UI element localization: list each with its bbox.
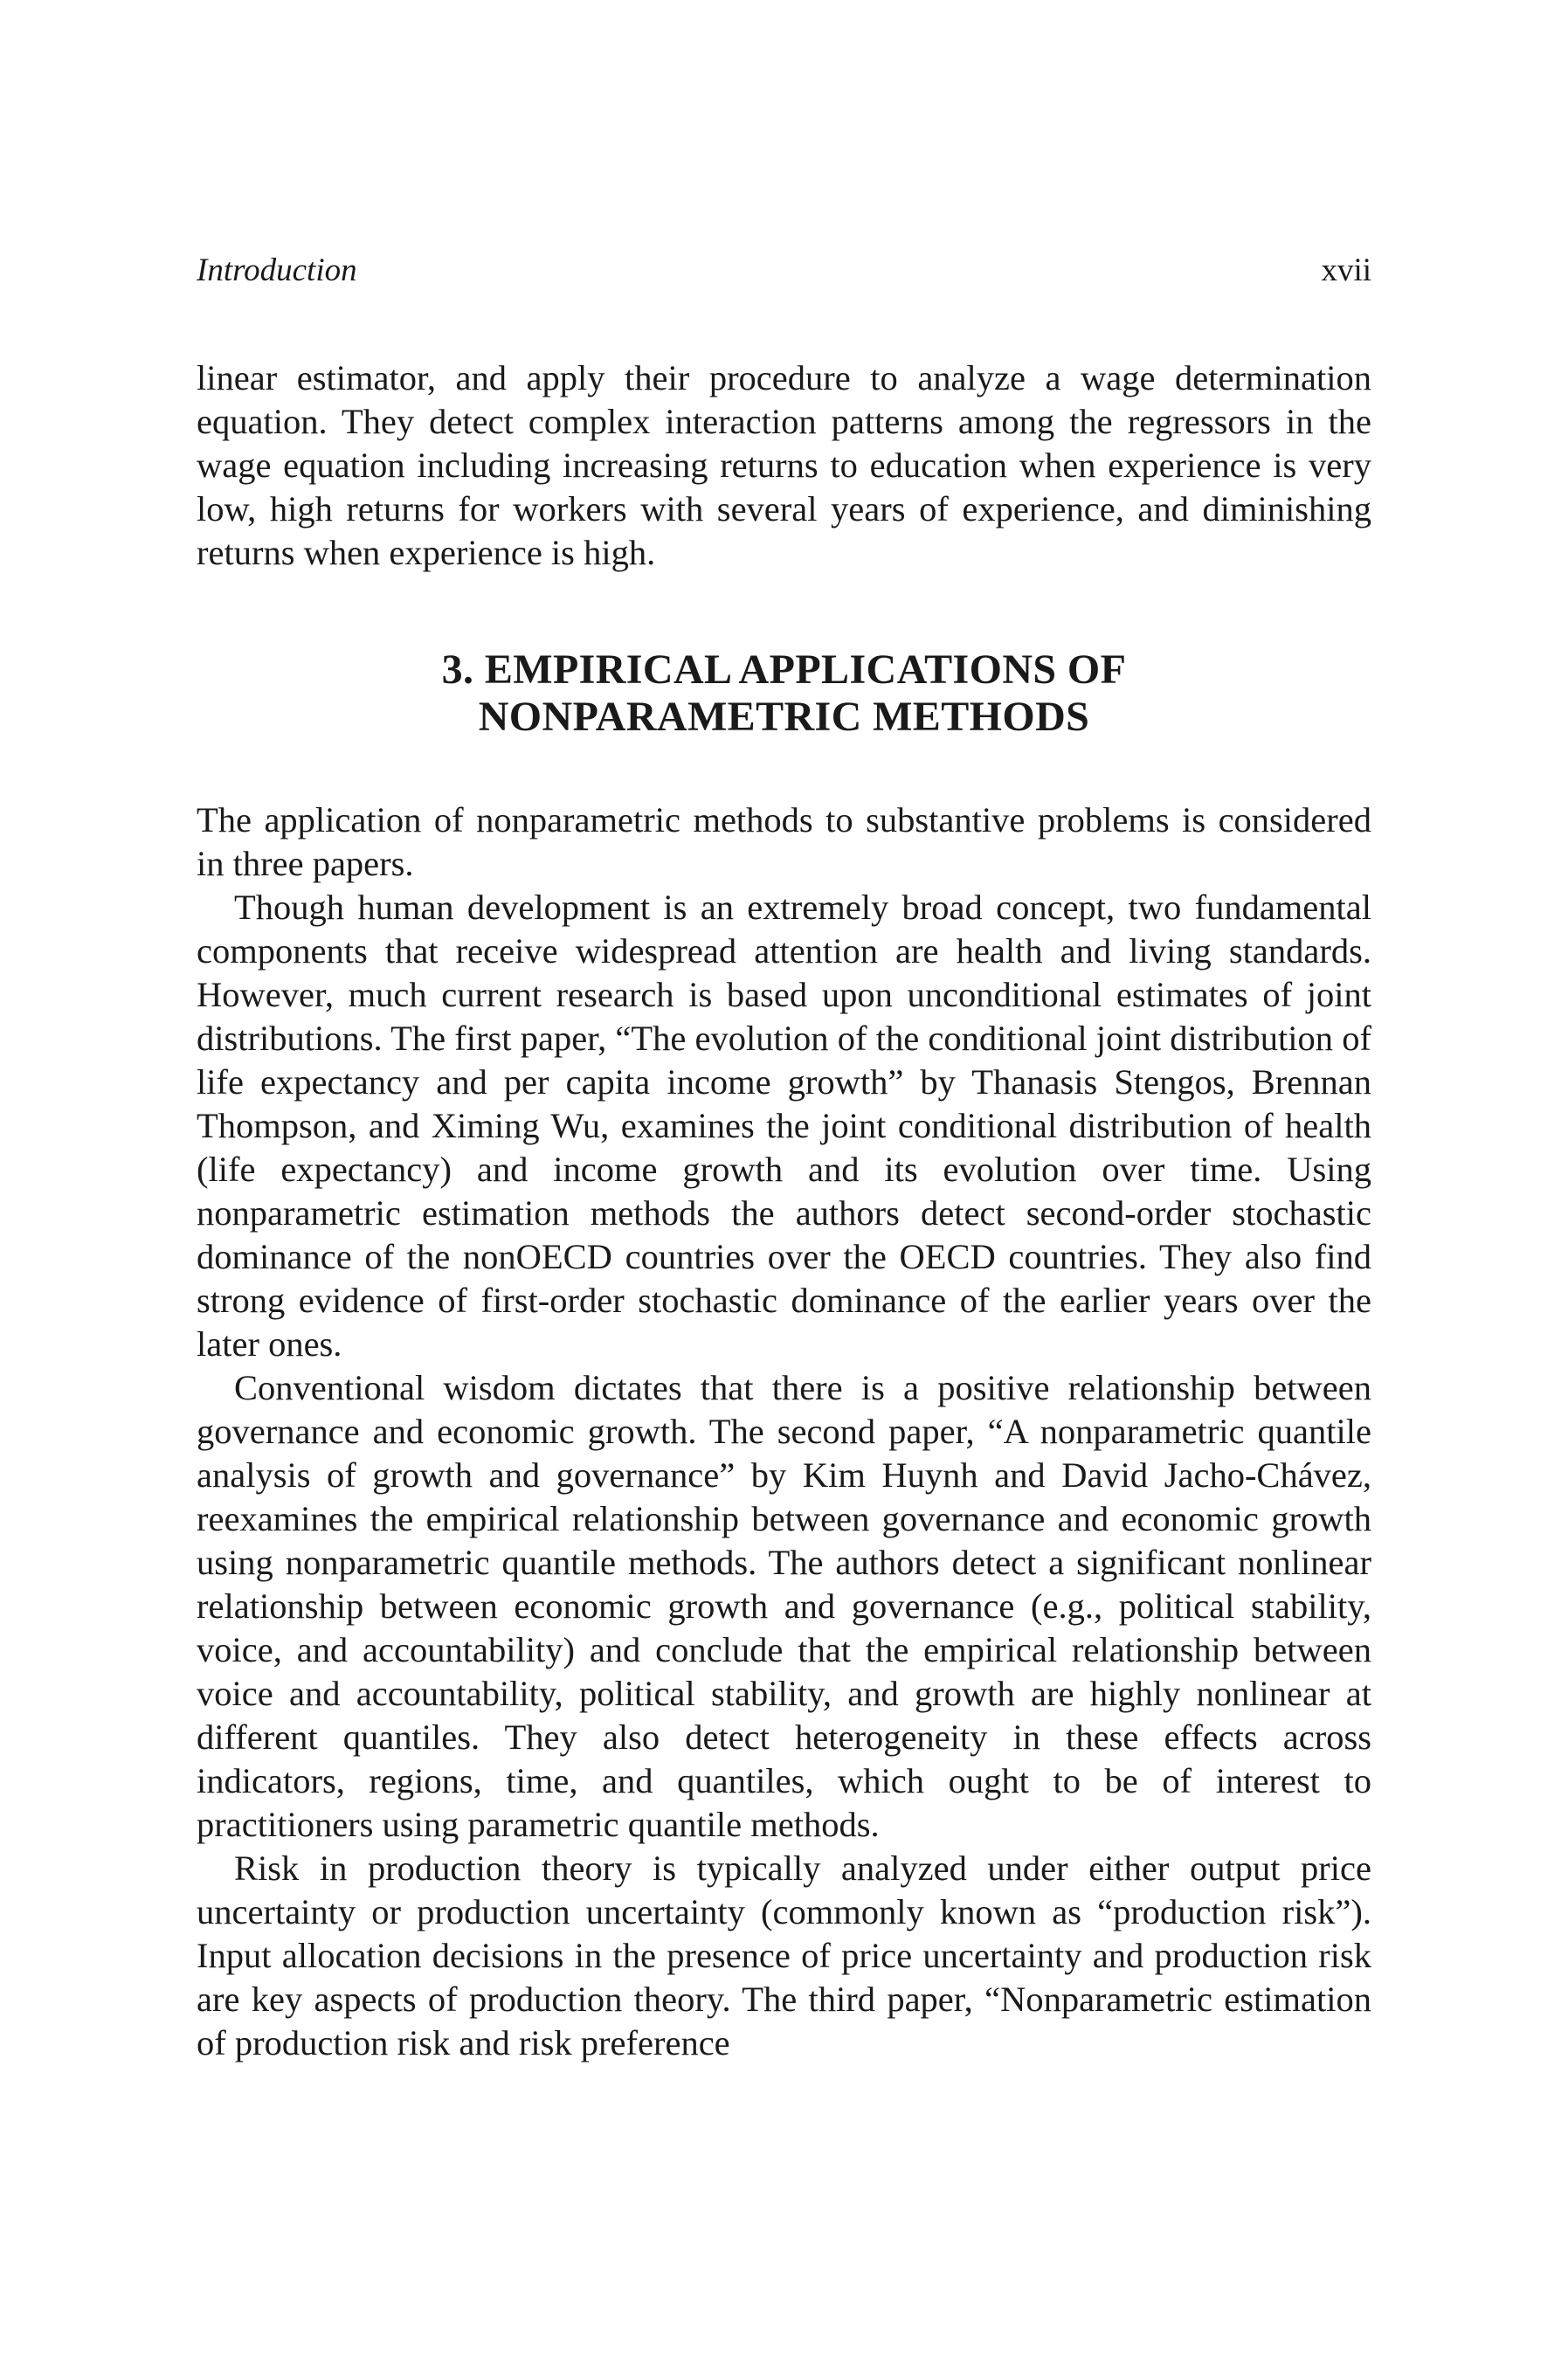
paragraph-intro: The application of nonparametric methods to substantive problems is considered in three papers. — [197, 800, 1371, 883]
running-title: Introduction — [197, 252, 357, 288]
section-heading-line-1: 3. EMPIRICAL APPLICATIONS OF — [441, 646, 1127, 693]
paragraph-governance-growth: Conventional wisdom dictates that there is a positive relationship between governance and economic growth. The second paper, “A nonparametric quantile analysis of growth and governance” by Kim Huynh and David Jacho-Chávez, reexamines the empirical relationship between governance and economic growth using nonparametric quantile methods. The authors detect a significant nonlinear relationship between economic growth and governance (e.g., political stability, voice, and accountability) and conclude that the empirical relationship between voice and accountability, political stability, and growth are highly nonlinear at different quantiles. They also detect heterogeneity in these effects across indicators, regions, time, and quantiles, which ought to be of interest to practitioners using parametric quantile methods. — [197, 1368, 1371, 1844]
body-text — [197, 356, 1371, 2065]
paragraph-human-development: Though human development is an extremely broad concept, two fundamental components that receive widespread attention are health and living standards. However, much current research is based upon unconditional estimates of joint distributions. The first paper, “The evolution of the conditional joint distribution of life expectancy and per capita income growth” by Thanasis Stengos, Brennan Thompson, and Ximing Wu, examines the joint conditional distribution of health (life expectancy) and income growth and its evolution over time. Using nonparametric estimation methods the authors detect second-order stochastic dominance of the nonOECD countries over the OECD countries. They also find strong evidence of first-order stochastic dominance of the earlier years over the later ones. — [197, 888, 1371, 1364]
running-head — [197, 249, 1371, 293]
paragraph-production-risk: Risk in production theory is typically analyzed under either output price uncertainty or production uncertainty (commonly known as “production risk”). Input allocation decisions in the presence of price uncertainty and production risk are key aspects of production theory. The third paper, “Nonparametric estimation of production risk and risk preference — [197, 1848, 1371, 2062]
section-heading — [197, 646, 1371, 741]
continuation-paragraph: linear estimator, and apply their procedure to analyze a wage determination equation. They detect complex interaction patterns among the regressors in the wage equation including increasing returns to education when experience is very low, high returns for workers with several years of experience, and diminishing returns when experience is high. — [197, 358, 1371, 572]
page-number: xvii — [1321, 252, 1371, 288]
section-heading-line-2: NONPARAMETRIC METHODS — [478, 694, 1090, 740]
